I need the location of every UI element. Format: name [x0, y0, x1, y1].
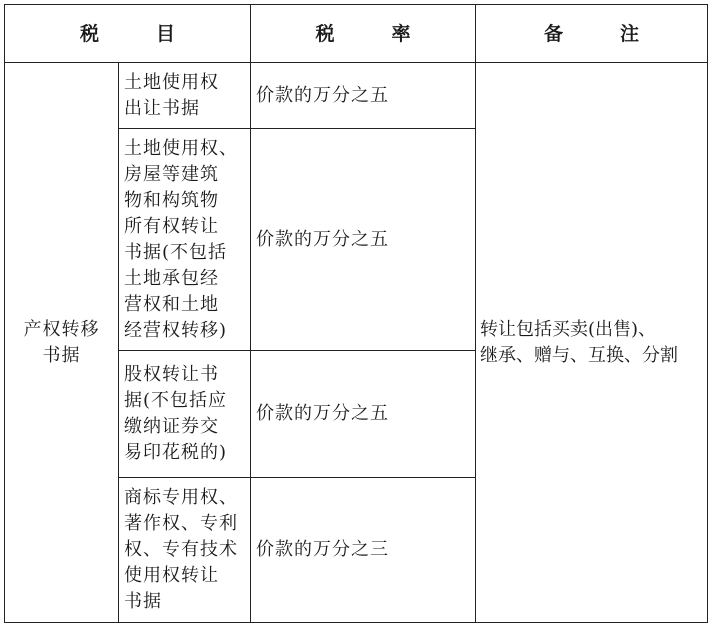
col-divider	[475, 4, 476, 623]
item-text: 权、专有技术	[124, 539, 238, 560]
rate-text: 价款的万分之五	[256, 84, 389, 106]
item-cell	[124, 129, 248, 350]
header-note	[476, 5, 707, 62]
item-text: 据(不包括应	[124, 390, 228, 411]
rate-text: 价款的万分之五	[256, 403, 389, 424]
item-text: 缴纳证券交	[124, 416, 219, 437]
item-text: 物和构筑物	[124, 189, 219, 211]
rate-text: 价款的万分之五	[256, 228, 389, 250]
item-text: 使用权转让	[124, 565, 219, 586]
col-divider	[250, 4, 251, 623]
rate-text: 价款的万分之三	[256, 539, 389, 560]
item-text: 出让书据	[124, 97, 200, 119]
header-rate-label: 税 率	[315, 22, 411, 45]
item-text: 书据(不包括	[124, 241, 228, 263]
category-name: 书据	[42, 344, 81, 366]
rate-cell	[256, 63, 473, 128]
note-text: 继承、赠与、互换、分割	[480, 344, 678, 366]
rate-cell	[256, 351, 473, 477]
item-text: 土地承包经	[124, 267, 219, 289]
item-cell	[124, 63, 248, 128]
col-divider	[118, 62, 119, 623]
item-cell	[124, 478, 248, 622]
item-text: 书据	[124, 591, 162, 612]
header-item	[5, 5, 250, 62]
item-text: 著作权、专利	[124, 513, 238, 534]
item-cell	[124, 351, 248, 477]
note-text: 转让包括买卖(出售)、	[480, 318, 657, 340]
item-text: 所有权转让	[124, 215, 219, 237]
rate-cell	[256, 478, 473, 622]
rate-cell	[256, 129, 473, 350]
item-text: 房屋等建筑	[124, 163, 219, 185]
header-note-label: 备 注	[543, 22, 639, 45]
note-cell	[480, 63, 706, 622]
header-rate	[251, 5, 475, 62]
item-text: 商标专用权、	[124, 487, 238, 508]
item-text: 股权转让书	[124, 364, 219, 385]
header-item-label: 税 目	[79, 22, 175, 45]
item-text: 土地使用权	[124, 71, 219, 93]
item-text: 经营权转移)	[124, 319, 228, 341]
item-text: 营权和土地	[124, 293, 219, 315]
item-text: 土地使用权、	[124, 137, 238, 159]
category-cell	[5, 63, 118, 622]
table-border-right	[707, 4, 708, 623]
category-name: 产权转移	[23, 318, 100, 340]
item-text: 易印花税的)	[124, 442, 228, 463]
table-border-bottom	[4, 622, 708, 623]
